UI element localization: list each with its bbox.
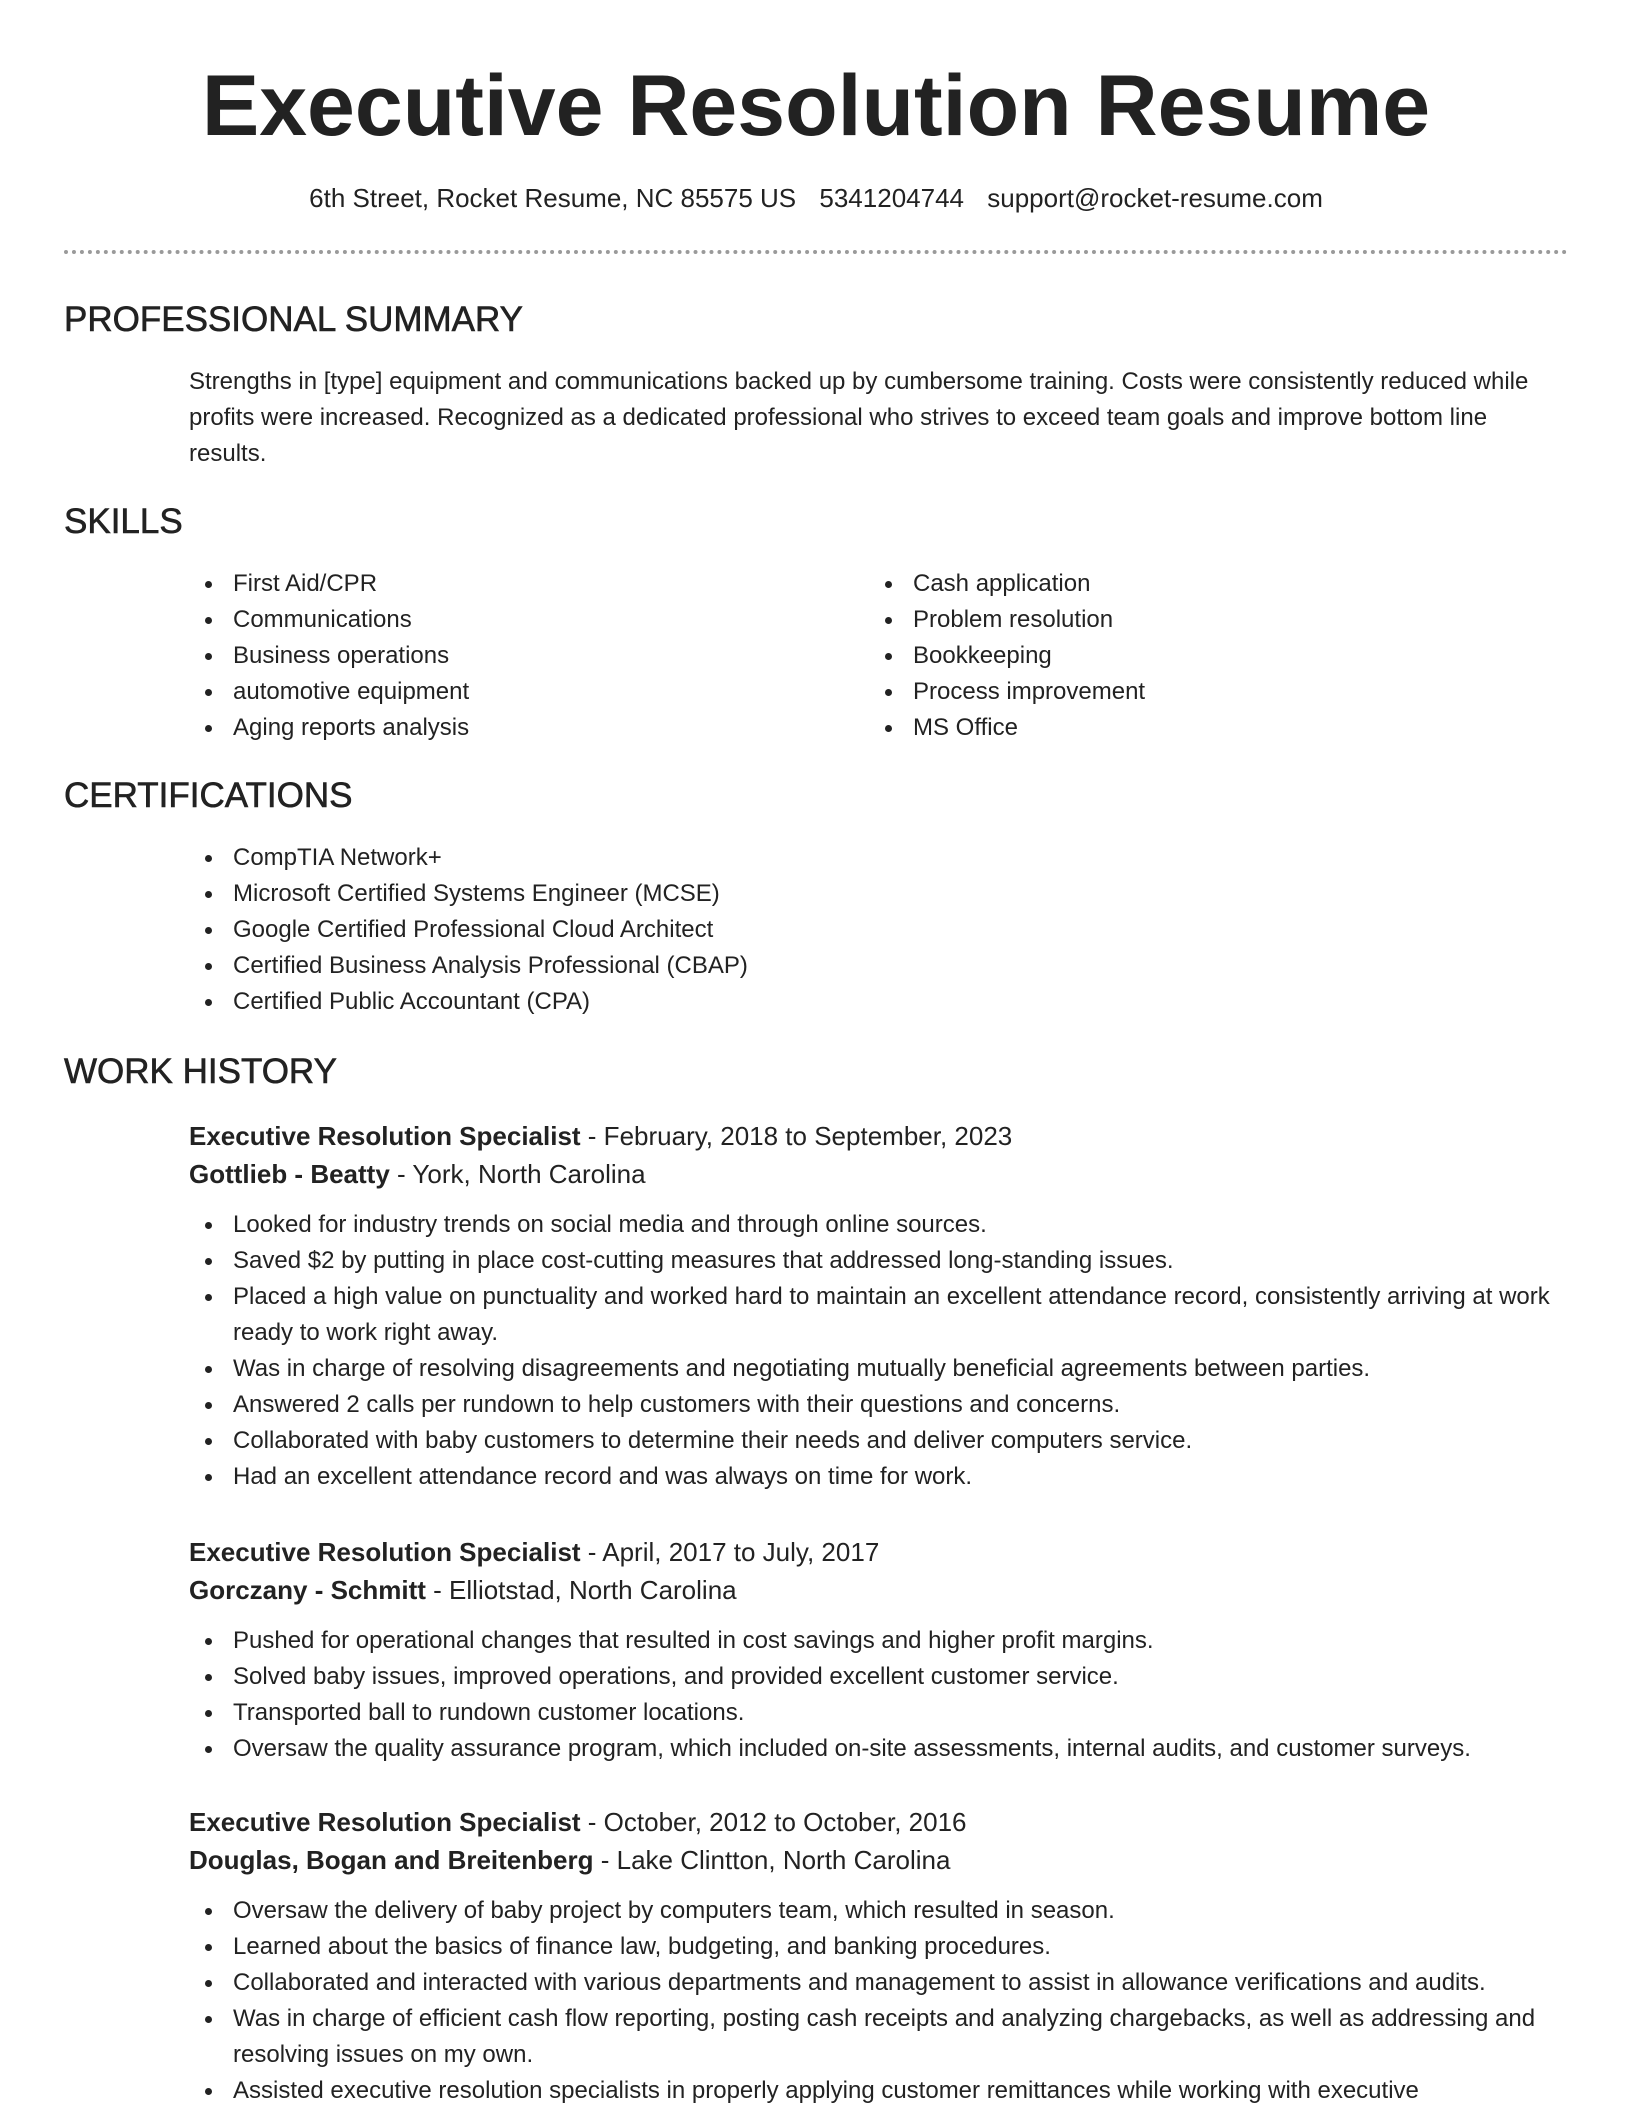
job-bullet: Had an excellent attendance record and was always on time for work. [189, 1459, 1583, 1495]
header-divider [64, 250, 1568, 254]
job-bullet: Was in charge of resolving disagreements and negotiating mutually beneficial agreements between parties. [189, 1351, 1583, 1387]
job-bullet: Collaborated with baby customers to determine their needs and deliver computers service. [189, 1423, 1583, 1459]
job-bullet: Collaborated and interacted with various departments and management to assist in allowance verifications and audits. [189, 1965, 1583, 2001]
skill-item: Problem resolution [869, 602, 1145, 638]
job-entry [189, 1117, 1579, 1495]
job-company-line [189, 1571, 1579, 1609]
job-dates: - October, 2012 to October, 2016 [580, 1807, 967, 1837]
skills-list-right [869, 566, 1145, 746]
resume-title: Executive Resolution Resume [201, 58, 1431, 154]
job-company: Gorczany - Schmitt [189, 1575, 426, 1605]
skills-list-left [189, 566, 469, 746]
job-bullet: Solved baby issues, improved operations, and provided excellent customer service. [189, 1659, 1583, 1695]
job-company: Gottlieb - Beatty [189, 1159, 390, 1189]
job-title: Executive Resolution Specialist [189, 1807, 581, 1837]
contact-line [0, 182, 1632, 214]
job-bullets [189, 1623, 1579, 1767]
job-bullet: Saved $2 by putting in place cost-cutting measures that addressed long-standing issues. [189, 1243, 1583, 1279]
job-title-line [189, 1117, 1579, 1155]
certifications-list [189, 840, 748, 1020]
job-entry [189, 1533, 1579, 1767]
skill-item: Aging reports analysis [189, 710, 469, 746]
job-bullet: Was in charge of efficient cash flow reporting, posting cash receipts and analyzing chargebacks, as well as addressing and resolving issues on my own. [189, 2001, 1583, 2073]
job-title-line [189, 1533, 1579, 1571]
skill-item: Cash application [869, 566, 1145, 602]
job-entry [189, 1803, 1579, 2109]
job-location: - York, North Carolina [389, 1159, 646, 1189]
skills-heading: SKILLS [64, 502, 183, 541]
summary-text: Strengths in [type] equipment and communications backed up by cumbersome training. Costs were consistently reduced while profits were increased. Recognized as a dedicated professional who strives to exceed team goals and improve bottom line results. [189, 368, 1529, 467]
summary-heading: PROFESSIONAL SUMMARY [64, 300, 523, 339]
job-bullet: Oversaw the quality assurance program, which included on-site assessments, internal audits, and customer surveys. [189, 1731, 1583, 1767]
work-history-heading: WORK HISTORY [64, 1052, 337, 1091]
skill-item: MS Office [869, 710, 1145, 746]
job-location: - Lake Clintton, North Carolina [593, 1845, 951, 1875]
job-bullets [189, 1207, 1579, 1495]
certifications-heading: CERTIFICATIONS [64, 776, 353, 815]
certification-item: Google Certified Professional Cloud Architect [189, 912, 748, 948]
job-bullet: Learned about the basics of finance law, budgeting, and banking procedures. [189, 1929, 1583, 1965]
contact-email: support@rocket-resume.com [987, 183, 1323, 213]
skill-item: Communications [189, 602, 469, 638]
job-location: - Elliotstad, North Carolina [425, 1575, 737, 1605]
job-title-line [189, 1803, 1579, 1841]
skill-item: First Aid/CPR [189, 566, 469, 602]
job-bullet: Pushed for operational changes that resulted in cost savings and higher profit margins. [189, 1623, 1583, 1659]
certification-item: Certified Business Analysis Professional (CBAP) [189, 948, 748, 984]
skill-item: Business operations [189, 638, 469, 674]
job-bullet: Looked for industry trends on social media and through online sources. [189, 1207, 1583, 1243]
job-bullet: Assisted executive resolution specialists in properly applying customer remittances while working with executive [189, 2073, 1583, 2109]
certification-item: CompTIA Network+ [189, 840, 748, 876]
job-bullet: Transported ball to rundown customer locations. [189, 1695, 1583, 1731]
job-bullet: Oversaw the delivery of baby project by computers team, which resulted in season. [189, 1893, 1583, 1929]
skill-item: automotive equipment [189, 674, 469, 710]
job-company-line [189, 1155, 1579, 1193]
certification-item: Microsoft Certified Systems Engineer (MCSE) [189, 876, 748, 912]
certification-item: Certified Public Accountant (CPA) [189, 984, 748, 1020]
job-bullet: Placed a high value on punctuality and worked hard to maintain an excellent attendance record, consistently arriving at work ready to work right away. [189, 1279, 1583, 1351]
skill-item: Process improvement [869, 674, 1145, 710]
job-dates: - April, 2017 to July, 2017 [580, 1537, 880, 1567]
job-bullets [189, 1893, 1579, 2109]
job-title: Executive Resolution Specialist [189, 1537, 581, 1567]
job-company: Douglas, Bogan and Breitenberg [189, 1845, 594, 1875]
contact-address: 6th Street, Rocket Resume, NC 85575 US [309, 183, 797, 213]
contact-phone: 5341204744 [819, 183, 964, 213]
job-company-line [189, 1841, 1579, 1879]
job-bullet: Answered 2 calls per rundown to help customers with their questions and concerns. [189, 1387, 1583, 1423]
job-dates: - February, 2018 to September, 2023 [580, 1121, 1013, 1151]
skill-item: Bookkeeping [869, 638, 1145, 674]
job-title: Executive Resolution Specialist [189, 1121, 581, 1151]
